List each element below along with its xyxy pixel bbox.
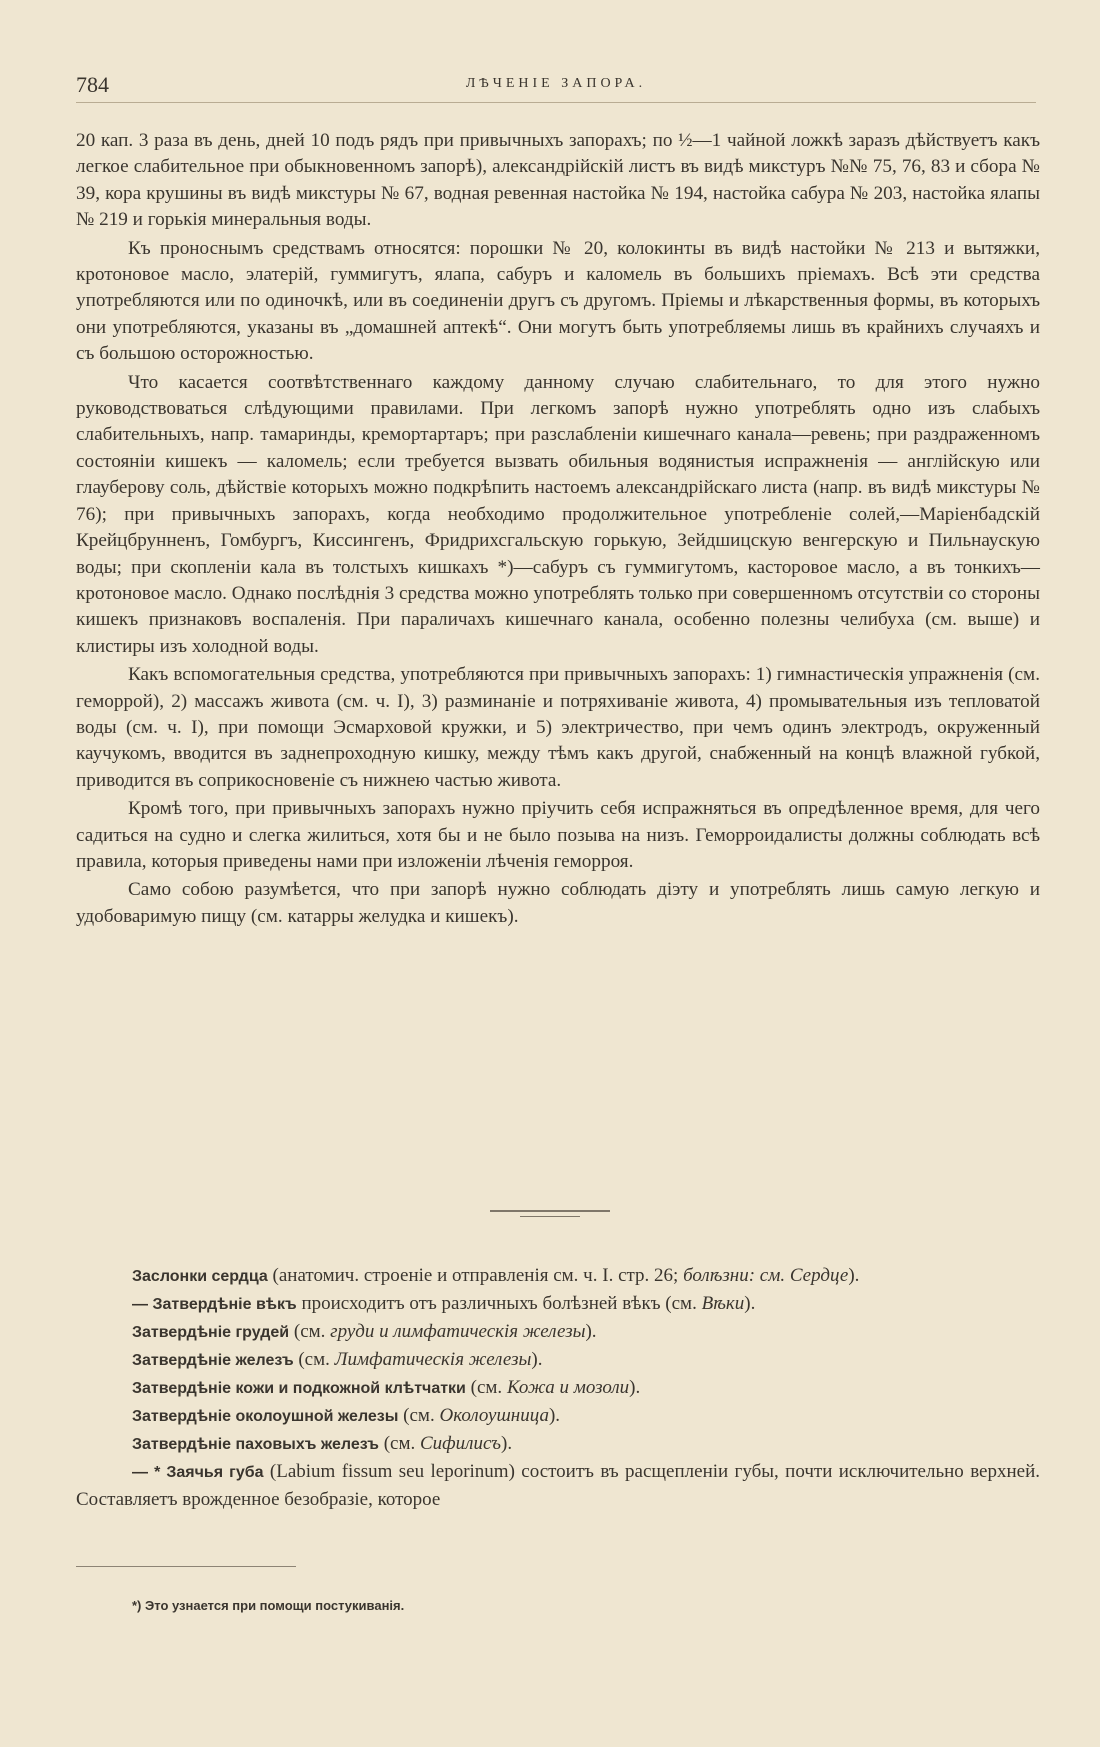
index-text: (см. — [293, 1349, 335, 1370]
index-term: Затвердѣніе паховыхъ железъ — [132, 1436, 379, 1453]
index-entry — [76, 1374, 1040, 1402]
index-text: (см. — [289, 1321, 331, 1342]
index-text: (см. — [378, 1433, 420, 1454]
index-term: — * Заячья губа — [132, 1464, 264, 1481]
running-head — [76, 72, 1036, 103]
index-ref: Сифилисъ — [420, 1433, 501, 1454]
index-entry — [76, 1318, 1040, 1346]
index-text: (см. — [465, 1377, 507, 1398]
index-tail: ). — [848, 1265, 860, 1286]
paragraph: Какъ вспомогательныя средства, употребляются при привычныхъ запорахъ: 1) гимнастическія упражненія (см. геморрой), 2) массажъ живота (см. ч. I), 3) разминаніе и потряхиваніе живота, 4) промывательныя изъ тепловатой воды (см. ч. I), при помощи Эсмарховой кружки, и 5) электричество, при чемъ одинъ электродъ, окруженный каучукомъ, вводится въ заднепроходную кишку, между тѣмъ какъ другой, снабженный на концѣ влажной губкой, приводится въ соприкосновеніе съ нижнею частью живота. — [76, 664, 1040, 791]
paragraph: 20 кап. 3 раза въ день, дней 10 подъ рядъ при привычныхъ запорахъ; по ½—1 чайной ложкѣ заразъ дѣйствуетъ какъ легкое слабительное при обыкновенномъ запорѣ), александрійскій листъ въ видѣ микстуръ №№ 75, 76, 83 и сбора № 39, кора крушины въ видѣ микстуры № 67, водная ревенная настойка № 194, настойка сабура № 203, настойка ялапы № 219 и горькія минеральныя воды. — [76, 130, 1040, 231]
paragraph: Кромѣ того, при привычныхъ запорахъ нужно пріучить себя испражняться въ опредѣленное время, для чего садиться на судно и слегка жилиться, хотя бы и не было позыва на низъ. Геморроидалисты должны соблюдать всѣ правила, которыя приведены нами при изложеніи лѣченія геморроя. — [76, 798, 1040, 872]
index-ref: Околоушница — [439, 1405, 549, 1426]
index-entry — [76, 1346, 1040, 1374]
paragraph: Къ проноснымъ средствамъ относятся: порошки № 20, колокинты въ видѣ настойки № 213 и вытяжки, кротоновое масло, элатерій, гуммигутъ, ялапа, сабуръ и каломель въ большихъ пріемахъ. Всѣ эти средства употребляются или по одиночкѣ, или въ соединеніи другъ съ другомъ. Пріемы и лѣкарственныя формы, въ которыхъ они употребляются, указаны въ „домашней аптекѣ“. Они могутъ быть употребляемы лишь въ крайнихъ случаяхъ и съ большою осторожностью. — [76, 237, 1040, 365]
index-entry — [76, 1402, 1040, 1430]
index-text: (Labium fissum seu leporinum) состоитъ въ расщепленіи губы, почти исключительно верхней. Составляетъ врожденное безобразіе, которое — [76, 1461, 1041, 1510]
footnote: *) Это узнается при помощи постукиванія. — [132, 1598, 405, 1613]
footnote-rule — [76, 1566, 296, 1567]
paragraph: Что касается соотвѣтственнаго каждому данному случаю слабительнаго, то для этого нужно руководствоваться слѣдующими правилами. При легкомъ запорѣ нужно употреблять одно изъ слабыхъ слабительныхъ, напр. тамаринды, кремортартаръ; при разслабленіи кишечнаго канала—ревень; при раздраженномъ состояніи кишекъ — каломель; если требуется вызвать обильныя водянистыя испражненія — англійскую или глауберову соль, дѣйствіе которыхъ можно подкрѣпить настоемъ александрійскаго листа (напр. въ видѣ микстуры № 76); при привычныхъ запорахъ, когда необходимо продолжительное употребленіе солей,—Маріенбадскій Крейцбрунненъ, Гомбургъ, Киссингенъ, Фридрихсгальскую горькую, Зейдшицскую венгерскую и Пильнаускую воды; при скопленіи кала въ толстыхъ кишкахъ *)—сабуръ съ гуммигутомъ, касторовое масло, а въ тонкихъ—кротоновое масло. Однако послѣднія 3 средства можно употреблять только при совершенномъ отсутствіи со стороны кишекъ признаковъ воспаленія. При параличахъ кишечнаго канала, особенно полезны челибуха (см. выше) и клистиры изъ холодной воды. — [76, 371, 1040, 657]
index-entry — [76, 1458, 1040, 1513]
index-tail: ). — [629, 1377, 641, 1398]
index-term: Затвердѣніе грудей — [132, 1324, 290, 1341]
running-title: ЛѢЧЕНІЕ ЗАПОРА. — [465, 76, 647, 91]
index-text: (см. — [398, 1405, 440, 1426]
index-entry — [76, 1290, 1040, 1318]
index-text: происходитъ отъ различныхъ болѣзней вѣкъ (см. — [296, 1293, 702, 1314]
index-ref: Вѣки — [701, 1293, 745, 1314]
paragraph: Само собою разумѣется, что при запорѣ нужно соблюдать діэту и употреблять лишь самую легкую и удобоваримую пищу (см. катарры желудка и кишекъ). — [76, 879, 1040, 927]
index-term: Затвердѣніе кожи и подкожной клѣтчатки — [132, 1380, 466, 1397]
index-tail: ). — [548, 1405, 561, 1426]
index-ref: болѣзни: см. Сердце — [683, 1265, 849, 1286]
index-ref: Кожа и мозоли — [506, 1377, 630, 1398]
body-text — [76, 128, 1040, 932]
index-entries — [76, 1262, 1040, 1513]
index-tail: ). — [501, 1433, 513, 1454]
index-term: Затвердѣніе железъ — [132, 1352, 294, 1369]
index-text: (анатомич. строеніе и отправленія см. ч. I. стр. 26; — [267, 1265, 684, 1286]
index-tail: ). — [585, 1321, 597, 1342]
index-tail: ). — [531, 1349, 543, 1370]
index-ref: груди и лимфатическія железы — [330, 1321, 586, 1342]
page-number: 784 — [76, 72, 109, 97]
index-ref: Лимфатическія железы — [334, 1349, 532, 1370]
section-divider — [490, 1210, 610, 1212]
index-tail: ). — [744, 1293, 756, 1314]
index-entry — [76, 1430, 1040, 1458]
index-entry — [76, 1262, 1040, 1290]
section-divider-short — [520, 1216, 580, 1217]
index-term: Заслонки сердца — [132, 1268, 268, 1285]
index-term: — Затвердѣніе вѣкъ — [132, 1296, 297, 1313]
index-term: Затвердѣніе околоушной железы — [132, 1408, 399, 1425]
